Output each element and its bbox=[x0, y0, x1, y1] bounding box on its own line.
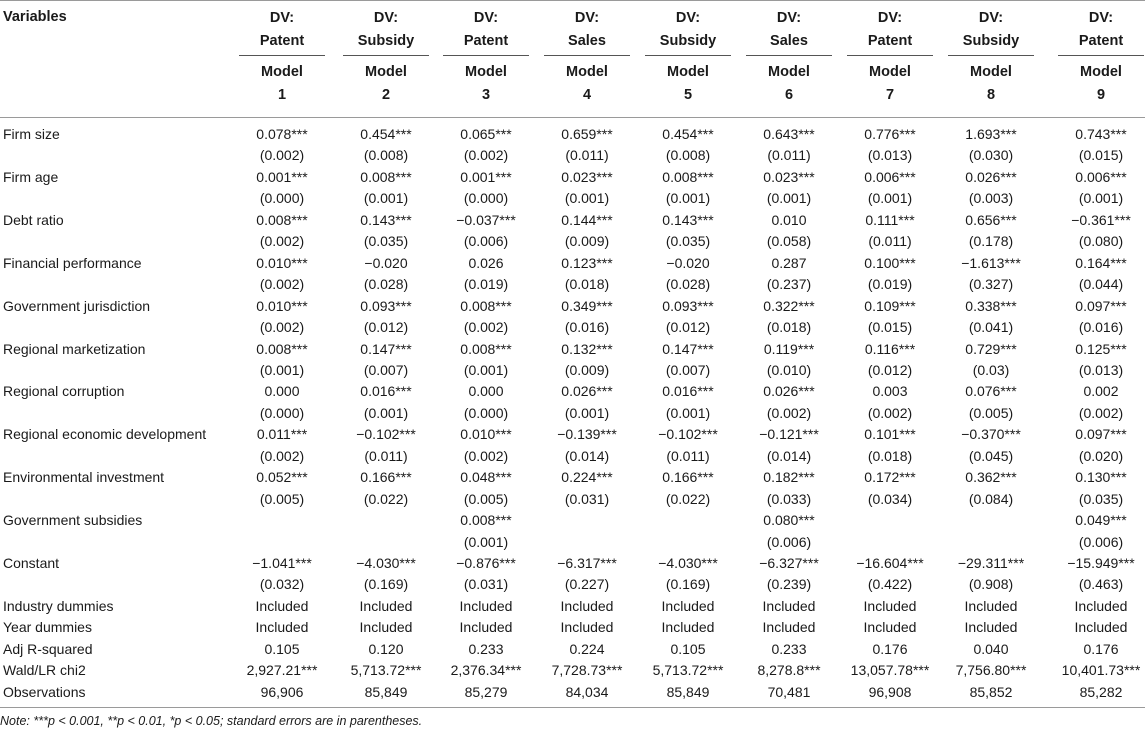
table-cell: Included bbox=[359, 597, 413, 614]
variables-header: Variables bbox=[3, 9, 67, 25]
table-cell: Included bbox=[459, 619, 513, 636]
table-cell: (0.178) bbox=[968, 233, 1014, 250]
table-cell: 0.362*** bbox=[965, 469, 1017, 486]
table-cell: (0.033) bbox=[766, 490, 812, 507]
table-cell: 7,756.80*** bbox=[955, 662, 1027, 679]
table-cell: (0.010) bbox=[766, 361, 812, 378]
table-cell: 0.040 bbox=[973, 640, 1009, 657]
table-cell: (0.002) bbox=[1078, 404, 1124, 421]
table-cell: 0.144*** bbox=[561, 211, 613, 228]
table-cell: 0.224*** bbox=[561, 469, 613, 486]
table-cell: (0.014) bbox=[766, 447, 812, 464]
table-cell: 0.097*** bbox=[1075, 426, 1127, 443]
table-cell: Included bbox=[255, 619, 309, 636]
column-dv-name: Patent bbox=[867, 33, 913, 49]
table-cell: 0.176 bbox=[872, 640, 908, 657]
table-cell: 0.147*** bbox=[360, 340, 412, 357]
header-bottom-rule bbox=[0, 117, 1145, 118]
table-cell: (0.011) bbox=[364, 447, 408, 464]
table-cell: (0.020) bbox=[1078, 447, 1124, 464]
table-cell: 0.001*** bbox=[256, 168, 308, 185]
column-dv-name: Sales bbox=[568, 33, 606, 49]
table-cell: (0.005) bbox=[463, 490, 509, 507]
column-model-number: 2 bbox=[381, 87, 391, 103]
table-note: Note: ***p < 0.001, **p < 0.01, *p < 0.05; standard errors are in parentheses. bbox=[0, 714, 423, 728]
table-cell: (0.002) bbox=[766, 404, 812, 421]
table-cell: (0.016) bbox=[1078, 319, 1124, 336]
table-cell: (0.002) bbox=[259, 147, 305, 164]
table-cell: 0.008*** bbox=[360, 168, 412, 185]
table-cell: −6.327*** bbox=[759, 555, 819, 571]
table-cell: 0.147*** bbox=[662, 340, 714, 357]
table-cell: Included bbox=[661, 597, 715, 614]
table-cell: Included bbox=[1074, 597, 1128, 614]
table-cell: 84,034 bbox=[565, 683, 609, 700]
table-cell: (0.002) bbox=[259, 233, 305, 250]
table-cell: (0.463) bbox=[1078, 576, 1124, 593]
column-model-label: Model bbox=[1080, 64, 1122, 80]
table-cell: (0.03) bbox=[972, 361, 1010, 378]
table-cell: 0.000 bbox=[468, 383, 504, 400]
table-cell: (0.011) bbox=[767, 147, 811, 164]
table-cell: (0.009) bbox=[564, 361, 610, 378]
table-cell: (0.018) bbox=[867, 447, 913, 464]
table-cell: 0.100*** bbox=[864, 254, 916, 271]
table-cell: (0.006) bbox=[463, 233, 509, 250]
column-model-label: Model bbox=[465, 64, 507, 80]
row-label: Debt ratio bbox=[3, 211, 64, 228]
table-cell: (0.006) bbox=[766, 533, 812, 550]
table-cell: 0.164*** bbox=[1075, 254, 1127, 271]
table-cell: (0.001) bbox=[363, 190, 409, 207]
table-cell: −0.121*** bbox=[759, 426, 819, 443]
table-cell: 85,852 bbox=[969, 683, 1013, 700]
table-cell: (0.031) bbox=[463, 576, 509, 593]
table-cell: (0.237) bbox=[766, 276, 812, 293]
table-cell: (0.035) bbox=[1078, 490, 1124, 507]
table-cell: Included bbox=[964, 619, 1018, 636]
table-cell: 0.006*** bbox=[1075, 168, 1127, 185]
column-dv-label: DV: bbox=[1088, 10, 1114, 26]
table-cell: 0.454*** bbox=[662, 126, 714, 142]
column-dv-name: Subsidy bbox=[659, 33, 717, 49]
table-cell: (0.011) bbox=[565, 147, 609, 164]
column-dv-label: DV: bbox=[473, 10, 499, 26]
table-cell: (0.007) bbox=[665, 361, 711, 378]
table-cell: (0.001) bbox=[1078, 190, 1124, 207]
table-cell: (0.001) bbox=[564, 404, 610, 421]
table-cell: 0.166*** bbox=[662, 469, 714, 486]
table-cell: 0.097*** bbox=[1075, 297, 1127, 314]
table-cell: (0.001) bbox=[463, 533, 509, 550]
table-top-rule bbox=[0, 0, 1145, 1]
table-cell: 0.023*** bbox=[763, 168, 815, 185]
column-model-label: Model bbox=[768, 64, 810, 80]
table-cell: 0.322*** bbox=[763, 297, 815, 314]
column-dv-label: DV: bbox=[978, 10, 1004, 26]
table-cell: (0.001) bbox=[665, 404, 711, 421]
table-cell: (0.001) bbox=[665, 190, 711, 207]
table-cell: 0.233 bbox=[468, 640, 504, 657]
table-cell: (0.001) bbox=[564, 190, 610, 207]
column-dv-name: Patent bbox=[463, 33, 509, 49]
table-cell: 0.143*** bbox=[360, 211, 412, 228]
column-dv-label: DV: bbox=[574, 10, 600, 26]
table-cell: 0.125*** bbox=[1075, 340, 1127, 357]
table-cell: (0.019) bbox=[463, 276, 509, 293]
column-dv-underline bbox=[1058, 55, 1144, 56]
table-cell: −1.041*** bbox=[252, 555, 312, 571]
table-cell: 0.338*** bbox=[965, 297, 1017, 314]
table-cell: (0.045) bbox=[968, 447, 1014, 464]
table-cell: 13,057.78*** bbox=[850, 662, 930, 679]
table-cell: 0.287 bbox=[771, 254, 807, 271]
table-cell: Included bbox=[255, 597, 309, 614]
table-cell: (0.084) bbox=[968, 490, 1014, 507]
table-cell: 0.003 bbox=[872, 383, 908, 400]
column-model-number: 9 bbox=[1096, 87, 1106, 103]
table-cell: (0.031) bbox=[564, 490, 610, 507]
table-cell: 2,376.34*** bbox=[450, 662, 522, 679]
table-cell: (0.001) bbox=[259, 361, 305, 378]
table-cell: 70,481 bbox=[767, 683, 811, 700]
table-cell: (0.000) bbox=[259, 404, 305, 421]
column-model-label: Model bbox=[365, 64, 407, 80]
table-cell: 0.001*** bbox=[460, 168, 512, 185]
row-label: Year dummies bbox=[3, 619, 92, 636]
table-cell: (0.908) bbox=[968, 576, 1014, 593]
row-label: Firm size bbox=[3, 126, 60, 142]
table-cell: 0.101*** bbox=[864, 426, 916, 443]
table-cell: −0.139*** bbox=[557, 426, 617, 443]
table-cell: 85,282 bbox=[1079, 683, 1123, 700]
table-cell: 0.182*** bbox=[763, 469, 815, 486]
column-dv-label: DV: bbox=[373, 10, 399, 26]
table-cell: (0.028) bbox=[665, 276, 711, 293]
table-cell: 0.023*** bbox=[561, 168, 613, 185]
row-label: Regional marketization bbox=[3, 340, 146, 357]
table-cell: 1.693*** bbox=[965, 126, 1017, 142]
table-cell: (0.002) bbox=[259, 276, 305, 293]
table-cell: 0.010*** bbox=[256, 254, 308, 271]
column-dv-label: DV: bbox=[675, 10, 701, 26]
table-cell: 0.656*** bbox=[965, 211, 1017, 228]
row-label: Regional economic development bbox=[3, 426, 207, 443]
table-cell: (0.015) bbox=[1078, 147, 1124, 164]
table-cell: 0.176 bbox=[1083, 640, 1119, 657]
table-cell: (0.002) bbox=[463, 447, 509, 464]
table-cell: 0.172*** bbox=[864, 469, 916, 486]
column-model-number: 1 bbox=[277, 87, 287, 103]
table-cell: 0.002 bbox=[1083, 383, 1119, 400]
table-cell: Included bbox=[762, 619, 816, 636]
table-cell: 0.743*** bbox=[1075, 126, 1127, 142]
table-cell: (0.030) bbox=[968, 147, 1014, 164]
table-cell: Included bbox=[863, 619, 917, 636]
table-cell: 0.659*** bbox=[561, 126, 613, 142]
table-cell: 0.008*** bbox=[460, 512, 512, 529]
table-cell: (0.327) bbox=[968, 276, 1014, 293]
table-cell: (0.001) bbox=[363, 404, 409, 421]
table-cell: (0.000) bbox=[259, 190, 305, 207]
column-dv-name: Subsidy bbox=[357, 33, 415, 49]
column-dv-underline bbox=[443, 55, 529, 56]
table-cell: 0.026*** bbox=[763, 383, 815, 400]
table-cell: 0.052*** bbox=[256, 469, 308, 486]
table-cell: (0.019) bbox=[867, 276, 913, 293]
table-cell: (0.009) bbox=[564, 233, 610, 250]
table-cell: 0.048*** bbox=[460, 469, 512, 486]
table-cell: −0.037*** bbox=[456, 211, 516, 228]
table-cell: 0.006*** bbox=[864, 168, 916, 185]
table-cell: (0.016) bbox=[564, 319, 610, 336]
table-cell: −0.020 bbox=[364, 254, 408, 271]
row-label: Government subsidies bbox=[3, 512, 143, 529]
table-cell: 0.111*** bbox=[865, 211, 915, 228]
table-cell: 0.776*** bbox=[864, 126, 916, 142]
table-cell: 0.130*** bbox=[1075, 469, 1127, 486]
table-cell: (0.002) bbox=[259, 319, 305, 336]
column-model-label: Model bbox=[667, 64, 709, 80]
table-cell: −0.361*** bbox=[1071, 211, 1131, 228]
table-cell: 5,713.72*** bbox=[652, 662, 724, 679]
table-cell: 0.026*** bbox=[561, 383, 613, 400]
table-cell: (0.012) bbox=[665, 319, 711, 336]
table-cell: 0.026*** bbox=[965, 168, 1017, 185]
table-cell: 0.016*** bbox=[360, 383, 412, 400]
table-cell: −0.370*** bbox=[961, 426, 1021, 443]
column-dv-underline bbox=[847, 55, 933, 56]
table-cell: −4.030*** bbox=[658, 555, 718, 571]
table-cell: 0.008*** bbox=[460, 297, 512, 314]
table-cell: 0.008*** bbox=[662, 168, 714, 185]
table-cell: 85,849 bbox=[364, 683, 408, 700]
table-cell: Included bbox=[359, 619, 413, 636]
table-cell: (0.227) bbox=[564, 576, 610, 593]
table-cell: (0.005) bbox=[259, 490, 305, 507]
table-cell: Included bbox=[762, 597, 816, 614]
table-cell: (0.011) bbox=[666, 447, 710, 464]
row-label: Environmental investment bbox=[3, 469, 165, 486]
table-cell: (0.002) bbox=[867, 404, 913, 421]
column-model-number: 8 bbox=[986, 87, 996, 103]
table-bottom-rule bbox=[0, 707, 1145, 708]
column-dv-name: Sales bbox=[770, 33, 808, 49]
column-model-label: Model bbox=[869, 64, 911, 80]
table-cell: (0.058) bbox=[766, 233, 812, 250]
table-cell: 0.076*** bbox=[965, 383, 1017, 400]
table-cell: (0.022) bbox=[363, 490, 409, 507]
table-cell: (0.000) bbox=[463, 190, 509, 207]
table-cell: 96,906 bbox=[260, 683, 304, 700]
table-cell: Included bbox=[560, 597, 614, 614]
table-cell: 0.026 bbox=[468, 254, 504, 271]
table-cell: (0.032) bbox=[259, 576, 305, 593]
column-dv-label: DV: bbox=[776, 10, 802, 26]
column-model-label: Model bbox=[970, 64, 1012, 80]
column-dv-name: Subsidy bbox=[962, 33, 1020, 49]
table-cell: 8,278.8*** bbox=[757, 662, 821, 679]
table-cell: Included bbox=[560, 619, 614, 636]
table-cell: (0.002) bbox=[463, 147, 509, 164]
column-dv-underline bbox=[645, 55, 731, 56]
column-dv-underline bbox=[343, 55, 429, 56]
table-cell: 0.093*** bbox=[360, 297, 412, 314]
table-cell: 96,908 bbox=[868, 683, 912, 700]
table-cell: 0.065*** bbox=[460, 126, 512, 142]
table-cell: 0.233 bbox=[771, 640, 807, 657]
column-model-label: Model bbox=[566, 64, 608, 80]
table-cell: Included bbox=[1074, 619, 1128, 636]
column-model-number: 5 bbox=[683, 87, 693, 103]
table-cell: 0.132*** bbox=[561, 340, 613, 357]
table-cell: −6.317*** bbox=[557, 555, 617, 571]
table-cell: (0.012) bbox=[867, 361, 913, 378]
column-model-label: Model bbox=[261, 64, 303, 80]
table-cell: −0.876*** bbox=[456, 555, 516, 571]
table-cell: 0.093*** bbox=[662, 297, 714, 314]
table-cell: −0.102*** bbox=[658, 426, 718, 443]
table-cell: (0.013) bbox=[867, 147, 913, 164]
row-label: Adj R-squared bbox=[3, 640, 93, 657]
column-dv-underline bbox=[746, 55, 832, 56]
column-model-number: 6 bbox=[784, 87, 794, 103]
table-cell: −29.311*** bbox=[957, 555, 1025, 571]
row-label: Regional corruption bbox=[3, 383, 125, 400]
table-cell: 0.080*** bbox=[763, 512, 815, 529]
table-cell: 0.078*** bbox=[256, 126, 308, 142]
table-cell: 0.000 bbox=[264, 383, 300, 400]
table-cell: 7,728.73*** bbox=[551, 662, 623, 679]
table-cell: (0.014) bbox=[564, 447, 610, 464]
table-cell: (0.001) bbox=[766, 190, 812, 207]
table-cell: 85,279 bbox=[464, 683, 508, 700]
table-cell: −4.030*** bbox=[356, 555, 416, 571]
table-cell: 85,849 bbox=[666, 683, 710, 700]
column-model-number: 7 bbox=[885, 87, 895, 103]
column-dv-underline bbox=[544, 55, 630, 56]
table-cell: (0.015) bbox=[867, 319, 913, 336]
table-cell: 0.008*** bbox=[256, 340, 308, 357]
table-cell: (0.007) bbox=[363, 361, 409, 378]
table-cell: (0.008) bbox=[363, 147, 409, 164]
table-cell: (0.239) bbox=[766, 576, 812, 593]
table-cell: 0.729*** bbox=[965, 340, 1017, 357]
table-cell: 0.008*** bbox=[460, 340, 512, 357]
table-cell: (0.035) bbox=[665, 233, 711, 250]
table-cell: (0.044) bbox=[1078, 276, 1124, 293]
column-dv-label: DV: bbox=[877, 10, 903, 26]
table-cell: (0.018) bbox=[766, 319, 812, 336]
table-cell: −1.613*** bbox=[961, 254, 1021, 271]
table-cell: 0.105 bbox=[264, 640, 300, 657]
table-cell: (0.041) bbox=[968, 319, 1014, 336]
table-cell: 0.008*** bbox=[256, 211, 308, 228]
table-cell: (0.001) bbox=[867, 190, 913, 207]
table-cell: (0.422) bbox=[867, 576, 913, 593]
row-label: Financial performance bbox=[3, 254, 142, 271]
row-label: Constant bbox=[3, 555, 60, 571]
column-dv-name: Patent bbox=[1078, 33, 1124, 49]
table-cell: (0.035) bbox=[363, 233, 409, 250]
table-cell: −0.020 bbox=[666, 254, 710, 271]
column-dv-name: Patent bbox=[259, 33, 305, 49]
table-cell: Included bbox=[964, 597, 1018, 614]
table-cell: (0.022) bbox=[665, 490, 711, 507]
table-cell: 10,401.73*** bbox=[1061, 662, 1141, 679]
column-model-number: 4 bbox=[582, 87, 592, 103]
column-dv-label: DV: bbox=[269, 10, 295, 26]
table-cell: 0.105 bbox=[670, 640, 706, 657]
table-cell: (0.080) bbox=[1078, 233, 1124, 250]
row-label: Industry dummies bbox=[3, 597, 114, 614]
table-cell: −16.604*** bbox=[856, 555, 924, 571]
table-cell: 0.349*** bbox=[561, 297, 613, 314]
table-cell: 0.143*** bbox=[662, 211, 714, 228]
table-cell: 0.123*** bbox=[561, 254, 613, 271]
table-cell: 0.016*** bbox=[662, 383, 714, 400]
column-dv-underline bbox=[948, 55, 1034, 56]
table-cell: (0.011) bbox=[868, 233, 912, 250]
table-cell: (0.003) bbox=[968, 190, 1014, 207]
row-label: Observations bbox=[3, 683, 86, 700]
row-label: Firm age bbox=[3, 168, 59, 185]
table-cell: 0.010*** bbox=[460, 426, 512, 443]
row-label: Government jurisdiction bbox=[3, 297, 151, 314]
table-cell: 5,713.72*** bbox=[350, 662, 422, 679]
table-cell: (0.008) bbox=[665, 147, 711, 164]
table-cell: 0.454*** bbox=[360, 126, 412, 142]
row-label: Wald/LR chi2 bbox=[3, 662, 86, 679]
table-cell: 0.049*** bbox=[1075, 512, 1127, 529]
table-cell: 0.120 bbox=[368, 640, 404, 657]
table-cell: (0.013) bbox=[1078, 361, 1124, 378]
table-cell: (0.169) bbox=[665, 576, 711, 593]
table-cell: 0.109*** bbox=[864, 297, 916, 314]
table-cell: (0.028) bbox=[363, 276, 409, 293]
table-cell: Included bbox=[661, 619, 715, 636]
table-cell: 0.010 bbox=[771, 211, 807, 228]
table-cell: −15.949*** bbox=[1067, 555, 1135, 571]
table-cell: (0.002) bbox=[259, 447, 305, 464]
table-cell: Included bbox=[459, 597, 513, 614]
column-dv-underline bbox=[239, 55, 325, 56]
table-cell: Included bbox=[863, 597, 917, 614]
table-cell: 2,927.21*** bbox=[246, 662, 318, 679]
table-cell: (0.169) bbox=[363, 576, 409, 593]
table-cell: 0.643*** bbox=[763, 126, 815, 142]
table-cell: 0.011*** bbox=[256, 426, 308, 443]
table-cell: (0.001) bbox=[463, 361, 509, 378]
table-cell: 0.116*** bbox=[864, 340, 916, 357]
table-cell: (0.034) bbox=[867, 490, 913, 507]
table-cell: 0.166*** bbox=[360, 469, 412, 486]
table-cell: 0.010*** bbox=[256, 297, 308, 314]
table-cell: (0.005) bbox=[968, 404, 1014, 421]
table-cell: 0.119*** bbox=[763, 340, 815, 357]
table-cell: 0.224 bbox=[569, 640, 605, 657]
table-cell: (0.006) bbox=[1078, 533, 1124, 550]
table-cell: (0.018) bbox=[564, 276, 610, 293]
table-cell: (0.012) bbox=[363, 319, 409, 336]
table-cell: (0.000) bbox=[463, 404, 509, 421]
table-cell: −0.102*** bbox=[356, 426, 416, 443]
column-model-number: 3 bbox=[481, 87, 491, 103]
table-cell: (0.002) bbox=[463, 319, 509, 336]
